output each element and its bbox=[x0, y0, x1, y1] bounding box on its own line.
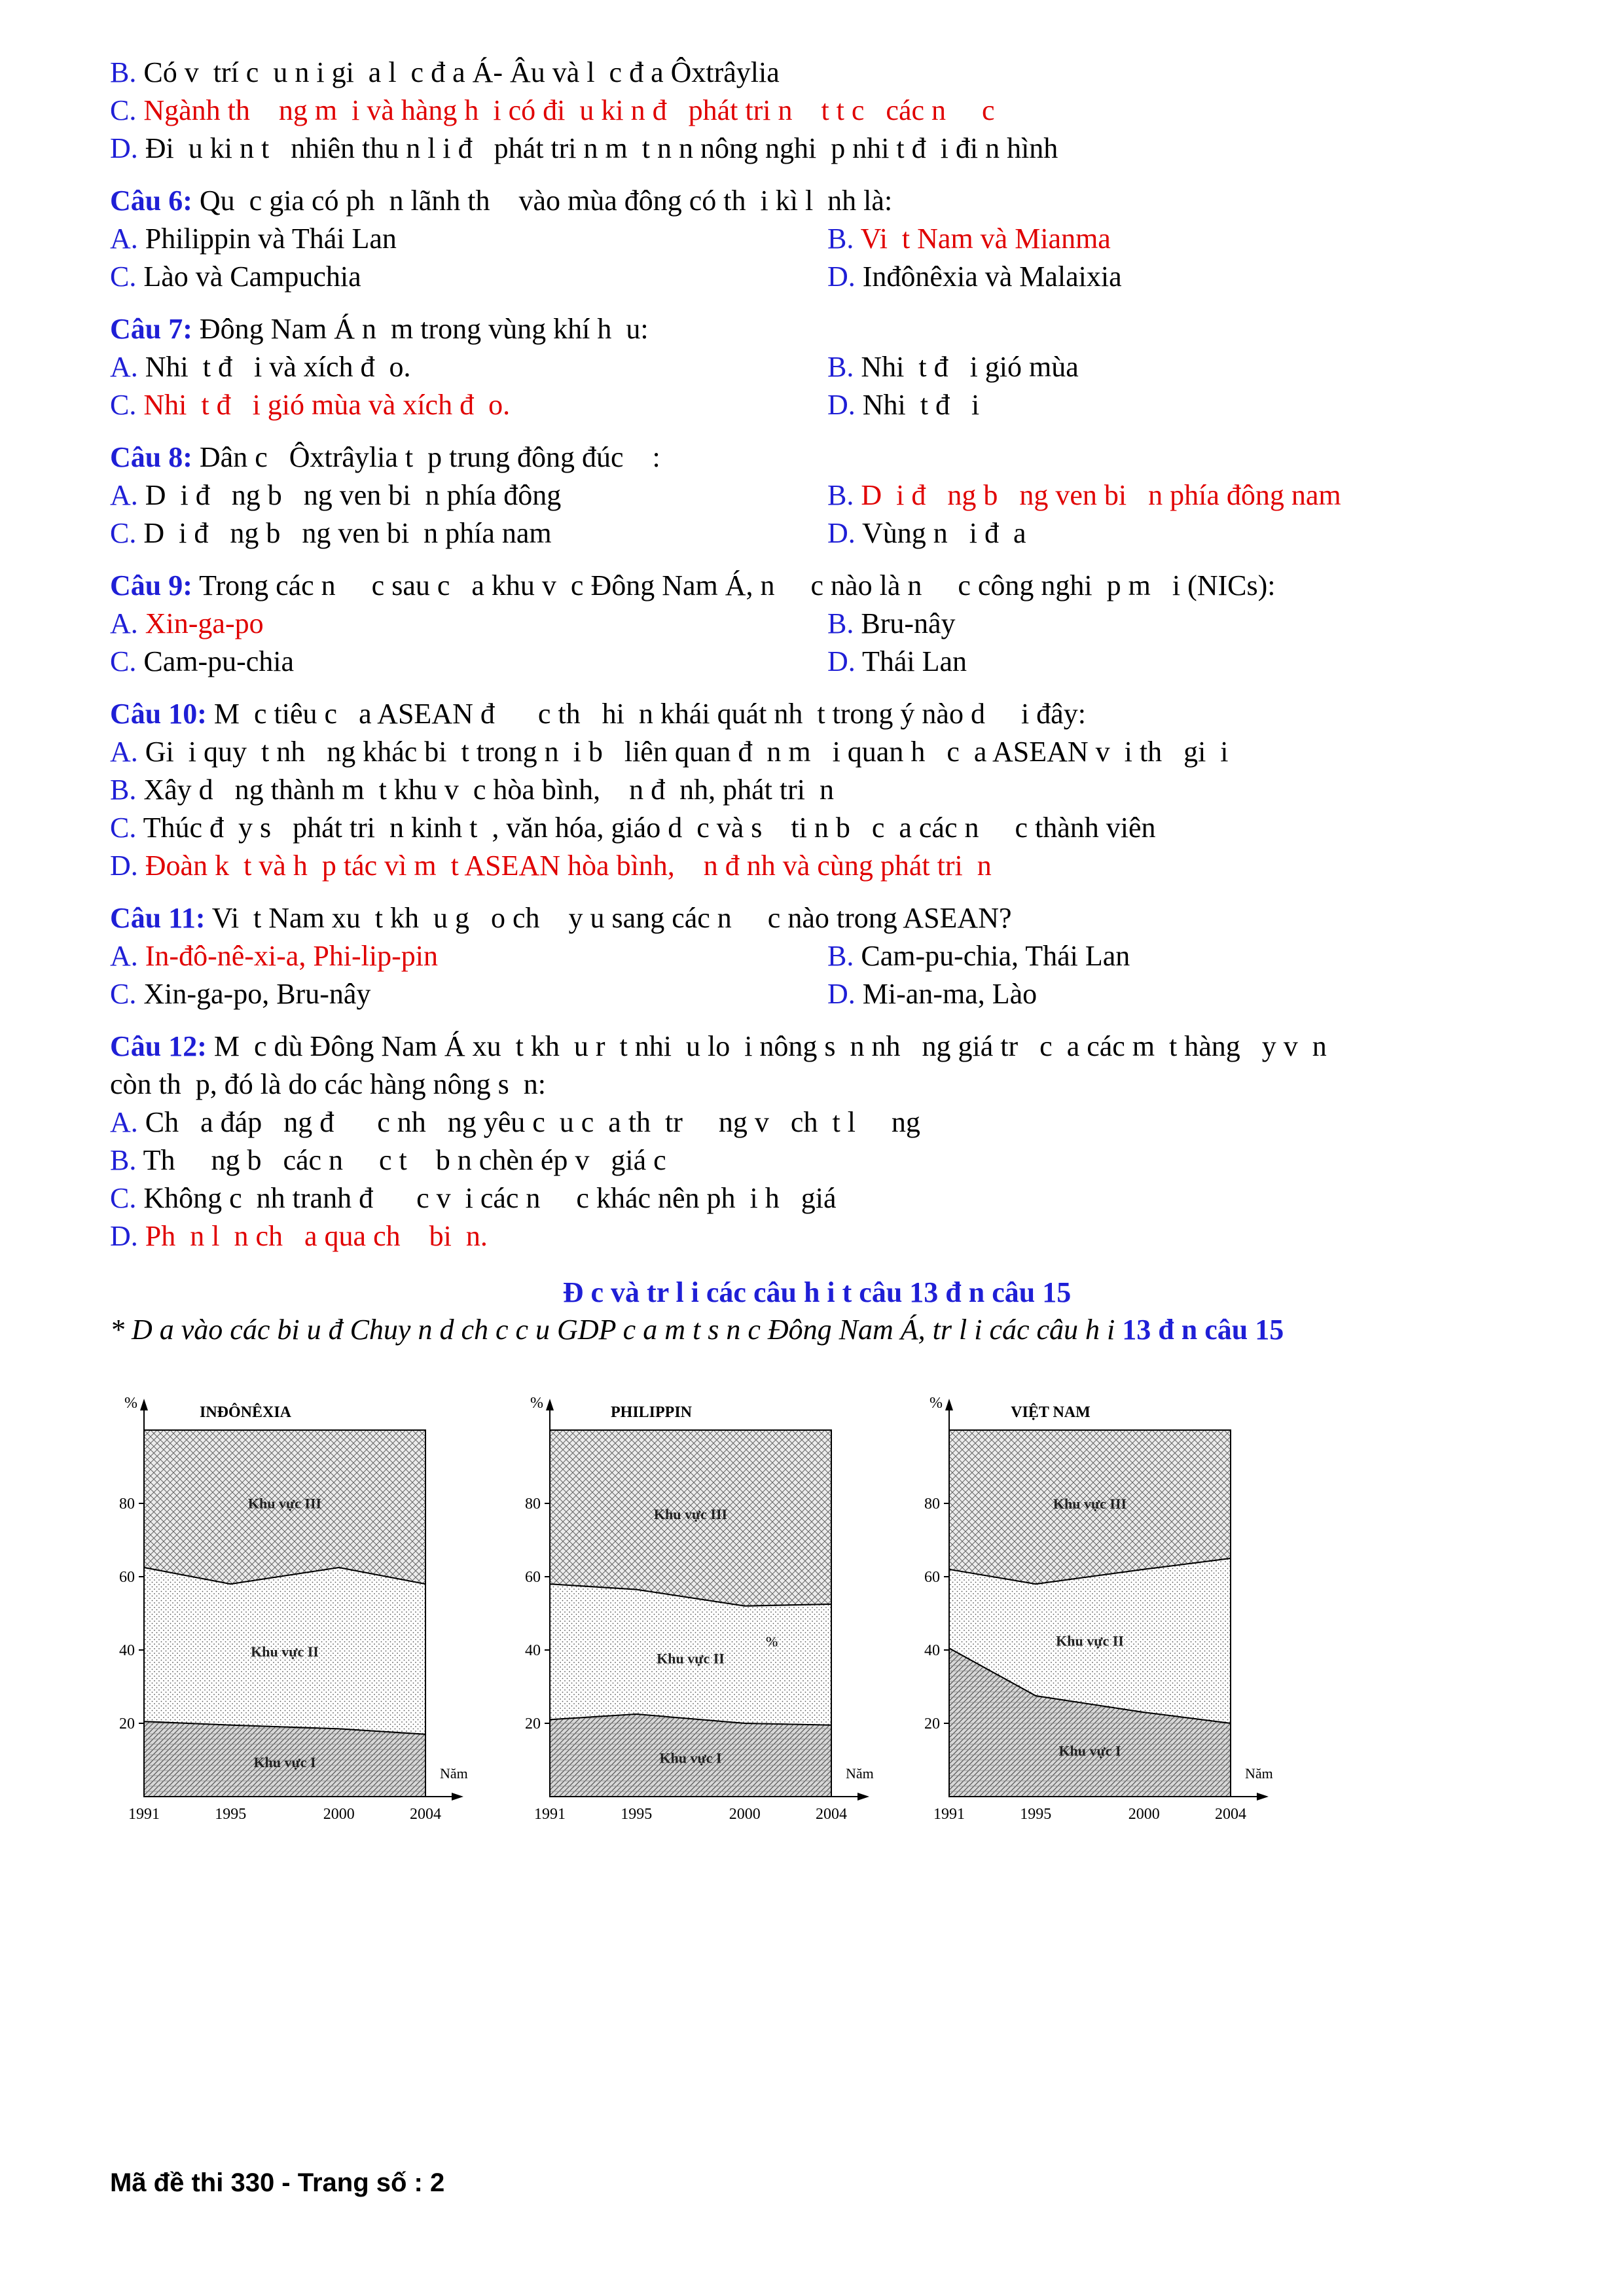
option-text: D i đ ng b ng ven bi n phía đông bbox=[137, 479, 562, 511]
option-label: A. bbox=[110, 479, 138, 511]
series-label: Khu vực I bbox=[659, 1749, 722, 1767]
option-a bbox=[110, 1103, 1524, 1141]
option-d bbox=[827, 386, 1524, 424]
questions-list bbox=[110, 182, 1524, 1255]
option-text: Xin-ga-po, Bru-nây bbox=[136, 978, 371, 1010]
question-5-option-b bbox=[110, 54, 1524, 92]
option-text: Mi-an-ma, Lào bbox=[855, 978, 1038, 1010]
option-a bbox=[110, 605, 827, 643]
option-row bbox=[110, 605, 1524, 643]
option-label: C. bbox=[110, 260, 137, 293]
option-label: B. bbox=[827, 479, 854, 511]
x-axis-label: Năm bbox=[1245, 1765, 1273, 1782]
option-label: A. bbox=[110, 607, 138, 639]
option-text: Philippin và Thái Lan bbox=[137, 223, 397, 255]
y-axis-label: % bbox=[530, 1395, 543, 1412]
option-text: Lào và Campuchia bbox=[136, 260, 361, 293]
question-stem bbox=[110, 310, 1524, 348]
question-stem bbox=[110, 1028, 1524, 1066]
question-6 bbox=[110, 182, 1524, 296]
option-d bbox=[827, 975, 1524, 1013]
option-text: Nhi t đ i gió mùa bbox=[854, 351, 1079, 383]
x-tick-label: 1991 bbox=[933, 1806, 965, 1823]
y-tick-label: 20 bbox=[525, 1715, 541, 1732]
option-c bbox=[110, 809, 1524, 847]
option-label: B. bbox=[110, 56, 137, 88]
option-c bbox=[110, 258, 827, 296]
y-tick-label: 80 bbox=[119, 1496, 135, 1513]
option-text: Ph n l n ch a qua ch bi n. bbox=[137, 1220, 488, 1252]
question-11 bbox=[110, 899, 1524, 1013]
option-text: Không c nh tranh đ c v i các n c khác nên ph i h giá bbox=[136, 1182, 837, 1214]
question-7 bbox=[110, 310, 1524, 424]
option-row bbox=[110, 348, 1524, 386]
y-tick-label: 60 bbox=[525, 1569, 541, 1586]
option-label: B. bbox=[827, 223, 854, 255]
option-text: Nhi t đ i gió mùa và xích đ o. bbox=[136, 389, 511, 421]
y-axis-arrow bbox=[546, 1399, 554, 1410]
exam-content bbox=[110, 54, 1524, 1348]
option-c bbox=[110, 1179, 1524, 1217]
option-row bbox=[110, 476, 1524, 514]
option-text: Vùng n i đ a bbox=[855, 517, 1026, 549]
question-number: Câu 9: bbox=[110, 569, 192, 601]
series-label: Khu vực III bbox=[653, 1506, 728, 1523]
question-5-option-d bbox=[110, 130, 1524, 168]
y-tick-label: 20 bbox=[924, 1715, 940, 1732]
question-stem bbox=[110, 899, 1524, 937]
option-label: C. bbox=[110, 94, 137, 126]
x-tick-label: 1995 bbox=[215, 1806, 247, 1823]
x-axis-arrow bbox=[452, 1793, 463, 1801]
chart-title: INĐÔNÊXIA bbox=[199, 1404, 292, 1421]
y-tick-label: 40 bbox=[924, 1642, 940, 1659]
option-label: D. bbox=[110, 850, 138, 882]
question-text: M c dù Đông Nam Á xu t kh u r t nhi u lo i nông s n nh ng giá tr c a các m t hàng y v n bbox=[206, 1030, 1327, 1062]
question-stem bbox=[110, 695, 1524, 733]
series-label: Khu vực I bbox=[1058, 1742, 1121, 1759]
chart-title: VIỆT NAM bbox=[1011, 1404, 1091, 1421]
option-a bbox=[110, 476, 827, 514]
question-9 bbox=[110, 567, 1524, 681]
option-b bbox=[827, 348, 1524, 386]
x-axis-label: Năm bbox=[440, 1765, 468, 1782]
option-text: D i đ ng b ng ven bi n phía nam bbox=[136, 517, 552, 549]
option-text: Xây d ng thành m t khu v c hòa bình, n đ nh, phát tri n bbox=[136, 774, 835, 806]
question-stem bbox=[110, 567, 1524, 605]
x-axis-arrow bbox=[857, 1793, 869, 1801]
question-number: Câu 12: bbox=[110, 1030, 207, 1062]
option-label: D. bbox=[827, 389, 856, 421]
x-tick-label: 2000 bbox=[729, 1806, 761, 1823]
question-text: Đông Nam Á n m trong vùng khí h u: bbox=[192, 313, 649, 345]
charts-intro bbox=[110, 1312, 1517, 1348]
option-text: Có v trí c u n i gi a l c đ a Á- Âu và l c đ a Ôxtrâylia bbox=[136, 56, 780, 88]
series-label: Khu vực II bbox=[1056, 1632, 1124, 1649]
option-a bbox=[110, 733, 1524, 771]
series-label: Khu vực I bbox=[253, 1753, 316, 1770]
chart-title: PHILIPPIN bbox=[610, 1404, 693, 1421]
option-text: Thúc đ y s phát tri n kinh t , văn hóa, giáo d c và s ti n b c a các n c thành viên bbox=[136, 812, 1156, 844]
option-text: Gi i quy t nh ng khác bi t trong n i b liên quan đ n m i quan h c a ASEAN v i th gi i bbox=[137, 736, 1229, 768]
option-label: B. bbox=[827, 351, 854, 383]
option-text: Đi u ki n t nhiên thu n l i đ phát tri n m t n n nông nghi p nhi t đ i đi n hình bbox=[137, 132, 1058, 164]
question-number: Câu 10: bbox=[110, 698, 207, 730]
x-axis-label: Năm bbox=[846, 1765, 874, 1782]
option-d bbox=[827, 643, 1524, 681]
question-stem-continued bbox=[110, 1066, 1524, 1103]
option-label: A. bbox=[110, 1106, 138, 1138]
option-label: A. bbox=[110, 351, 138, 383]
option-d bbox=[827, 258, 1524, 296]
option-text: Bru-nây bbox=[854, 607, 956, 639]
option-text: Vi t Nam và Mianma bbox=[854, 223, 1111, 255]
y-tick-label: 60 bbox=[924, 1569, 940, 1586]
chart-indonesia bbox=[98, 1391, 468, 1836]
intro-bold: 13 đ n câu 15 bbox=[1122, 1314, 1284, 1346]
option-row bbox=[110, 975, 1524, 1013]
option-label: D. bbox=[110, 1220, 138, 1252]
question-8 bbox=[110, 439, 1524, 552]
question-10 bbox=[110, 695, 1524, 885]
question-text: Trong các n c sau c a khu v c Đông Nam Á, n c nào là n c công nghi p m i (NICs): bbox=[192, 569, 1276, 601]
option-c bbox=[110, 386, 827, 424]
option-text: Xin-ga-po bbox=[137, 607, 264, 639]
question-number: Câu 11: bbox=[110, 902, 206, 934]
option-a bbox=[110, 937, 827, 975]
option-b bbox=[110, 1141, 1524, 1179]
option-text: Thái Lan bbox=[855, 645, 967, 677]
y-tick-label: 20 bbox=[119, 1715, 135, 1732]
y-tick-label: 40 bbox=[525, 1642, 541, 1659]
option-label: B. bbox=[827, 940, 854, 972]
option-text: Cam-pu-chia bbox=[136, 645, 295, 677]
option-b bbox=[827, 937, 1524, 975]
option-label: C. bbox=[110, 812, 137, 844]
option-label: C. bbox=[110, 1182, 137, 1214]
y-axis-arrow bbox=[140, 1399, 148, 1410]
option-text: Th ng b các n c t b n chèn ép v giá c bbox=[136, 1144, 666, 1176]
option-row bbox=[110, 514, 1524, 552]
chart-vietnam bbox=[903, 1391, 1273, 1836]
option-text: Inđônêxia và Malaixia bbox=[855, 260, 1122, 293]
option-label: B. bbox=[110, 1144, 137, 1176]
x-tick-label: 2004 bbox=[1215, 1806, 1246, 1823]
question-number: Câu 6: bbox=[110, 185, 192, 217]
option-text: Nhi t đ i và xích đ o. bbox=[137, 351, 411, 383]
option-row bbox=[110, 220, 1524, 258]
chart-philippin bbox=[504, 1391, 874, 1836]
option-label: D. bbox=[827, 645, 856, 677]
gdp-structure-charts bbox=[98, 1391, 1538, 1849]
option-row bbox=[110, 258, 1524, 296]
option-label: D. bbox=[827, 517, 856, 549]
question-text: M c tiêu c a ASEAN đ c th hi n khái quát nh t trong ý nào d i đây: bbox=[206, 698, 1086, 730]
option-label: C. bbox=[110, 645, 137, 677]
option-b bbox=[110, 771, 1524, 809]
question-5-option-c bbox=[110, 92, 1524, 130]
option-c bbox=[110, 514, 827, 552]
option-d bbox=[110, 847, 1524, 885]
x-tick-label: 1995 bbox=[1020, 1806, 1052, 1823]
intro-text: * D a vào các bi u đ Chuy n d ch c c u GDP c a m t s n c Đông Nam Á, tr l i các câu h i bbox=[110, 1314, 1123, 1346]
option-row bbox=[110, 386, 1524, 424]
option-text: Đoàn k t và h p tác vì m t ASEAN hòa bình, n đ nh và cùng phát tri n bbox=[137, 850, 992, 882]
series-label: Khu vực II bbox=[251, 1643, 319, 1660]
y-axis-arrow bbox=[945, 1399, 953, 1410]
option-d bbox=[110, 1217, 1524, 1255]
option-b bbox=[827, 476, 1524, 514]
option-label: D. bbox=[827, 978, 856, 1010]
chart-annotation: % bbox=[766, 1633, 778, 1650]
y-tick-label: 60 bbox=[119, 1569, 135, 1586]
option-text: In-đô-nê-xi-a, Phi-lip-pin bbox=[137, 940, 438, 972]
option-text: Nhi t đ i bbox=[855, 389, 980, 421]
x-tick-label: 1991 bbox=[534, 1806, 566, 1823]
option-row bbox=[110, 643, 1524, 681]
question-text-continued: còn th p, đó là do các hàng nông s n: bbox=[110, 1068, 546, 1100]
question-text: Dân c Ôxtrâylia t p trung đông đúc : bbox=[192, 441, 660, 473]
option-label: D. bbox=[110, 132, 138, 164]
question-text: Qu c gia có ph n lãnh th vào mùa đông có th i kì l nh là: bbox=[192, 185, 893, 217]
series-label: Khu vực II bbox=[657, 1650, 725, 1667]
option-row bbox=[110, 937, 1524, 975]
option-c bbox=[110, 975, 827, 1013]
y-tick-label: 80 bbox=[525, 1496, 541, 1513]
option-label: D. bbox=[827, 260, 856, 293]
y-tick-label: 80 bbox=[924, 1496, 940, 1513]
option-d bbox=[827, 514, 1524, 552]
option-label: B. bbox=[827, 607, 854, 639]
x-tick-label: 2000 bbox=[323, 1806, 355, 1823]
y-axis-label: % bbox=[929, 1395, 943, 1412]
y-axis-label: % bbox=[124, 1395, 137, 1412]
x-tick-label: 2004 bbox=[816, 1806, 847, 1823]
x-tick-label: 2000 bbox=[1128, 1806, 1160, 1823]
option-b bbox=[827, 220, 1524, 258]
question-text: Vi t Nam xu t kh u g o ch y u sang các n c nào trong ASEAN? bbox=[205, 902, 1012, 934]
page-footer: Mã đề thi 330 - Trang số : 2 bbox=[110, 2168, 445, 2197]
option-label: C. bbox=[110, 389, 137, 421]
option-a bbox=[110, 220, 827, 258]
option-a bbox=[110, 348, 827, 386]
x-axis-arrow bbox=[1257, 1793, 1269, 1801]
option-b bbox=[827, 605, 1524, 643]
question-5-options bbox=[110, 54, 1524, 168]
question-number: Câu 8: bbox=[110, 441, 192, 473]
option-label: A. bbox=[110, 223, 138, 255]
option-label: B. bbox=[110, 774, 137, 806]
option-label: C. bbox=[110, 978, 137, 1010]
option-text: Ch a đáp ng đ c nh ng yêu c u c a th tr ng v ch t l ng bbox=[137, 1106, 920, 1138]
x-tick-label: 2004 bbox=[410, 1806, 441, 1823]
y-tick-label: 40 bbox=[119, 1642, 135, 1659]
option-text: Cam-pu-chia, Thái Lan bbox=[854, 940, 1130, 972]
option-label: C. bbox=[110, 517, 137, 549]
series-label: Khu vực III bbox=[1053, 1496, 1127, 1512]
question-stem bbox=[110, 439, 1524, 476]
question-12 bbox=[110, 1028, 1524, 1255]
x-tick-label: 1995 bbox=[621, 1806, 653, 1823]
option-text: Ngành th ng m i và hàng h i có đi u ki n đ phát tri n t t c các n c bbox=[136, 94, 995, 126]
series-label: Khu vực III bbox=[247, 1495, 322, 1512]
option-text: D i đ ng b ng ven bi n phía đông nam bbox=[854, 479, 1341, 511]
option-label: A. bbox=[110, 940, 138, 972]
question-number: Câu 7: bbox=[110, 313, 192, 345]
option-c bbox=[110, 643, 827, 681]
option-label: A. bbox=[110, 736, 138, 768]
section-title: Đ c và tr l i các câu h i t câu 13 đ n câu 15 bbox=[562, 1276, 1072, 1308]
question-stem bbox=[110, 182, 1524, 220]
x-tick-label: 1991 bbox=[128, 1806, 160, 1823]
